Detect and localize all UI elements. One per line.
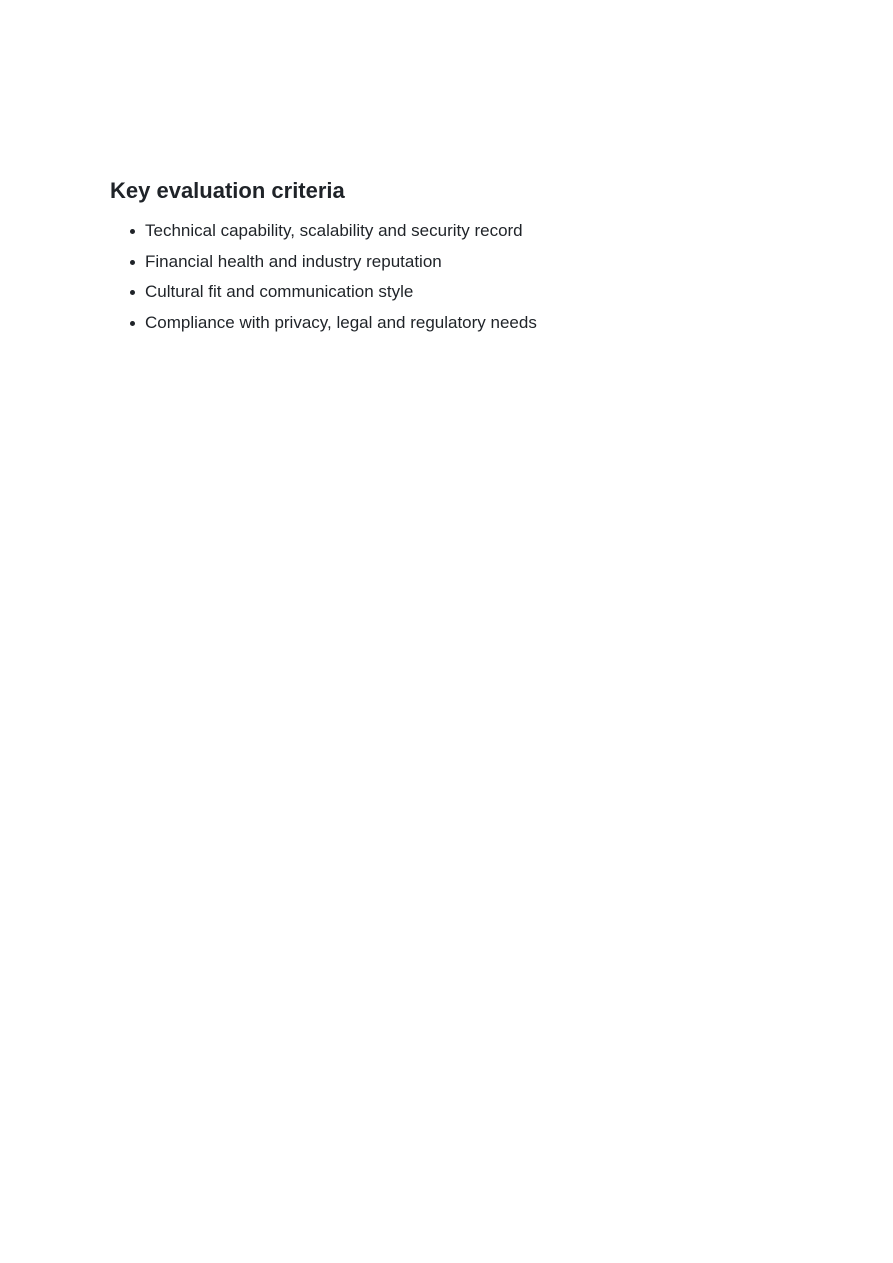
- list-item: [110, 281, 810, 303]
- list-item: [110, 220, 810, 242]
- list-item-text: Technical capability, scalability and security record: [145, 221, 523, 240]
- bullet-icon: [130, 260, 135, 265]
- list-item: [110, 312, 810, 334]
- list-item-text: Financial health and industry reputation: [145, 251, 442, 271]
- section-heading: Key evaluation criteria: [110, 178, 345, 203]
- list-item-text: Cultural fit and communication style: [145, 282, 414, 302]
- bullet-icon: [130, 229, 135, 234]
- bullet-icon: [130, 290, 135, 295]
- list-item-text: Compliance with privacy, legal and regulatory needs: [145, 313, 537, 333]
- criteria-list: [110, 220, 810, 334]
- bullet-icon: [130, 321, 135, 326]
- document-page: [110, 176, 810, 343]
- list-item: [110, 251, 810, 273]
